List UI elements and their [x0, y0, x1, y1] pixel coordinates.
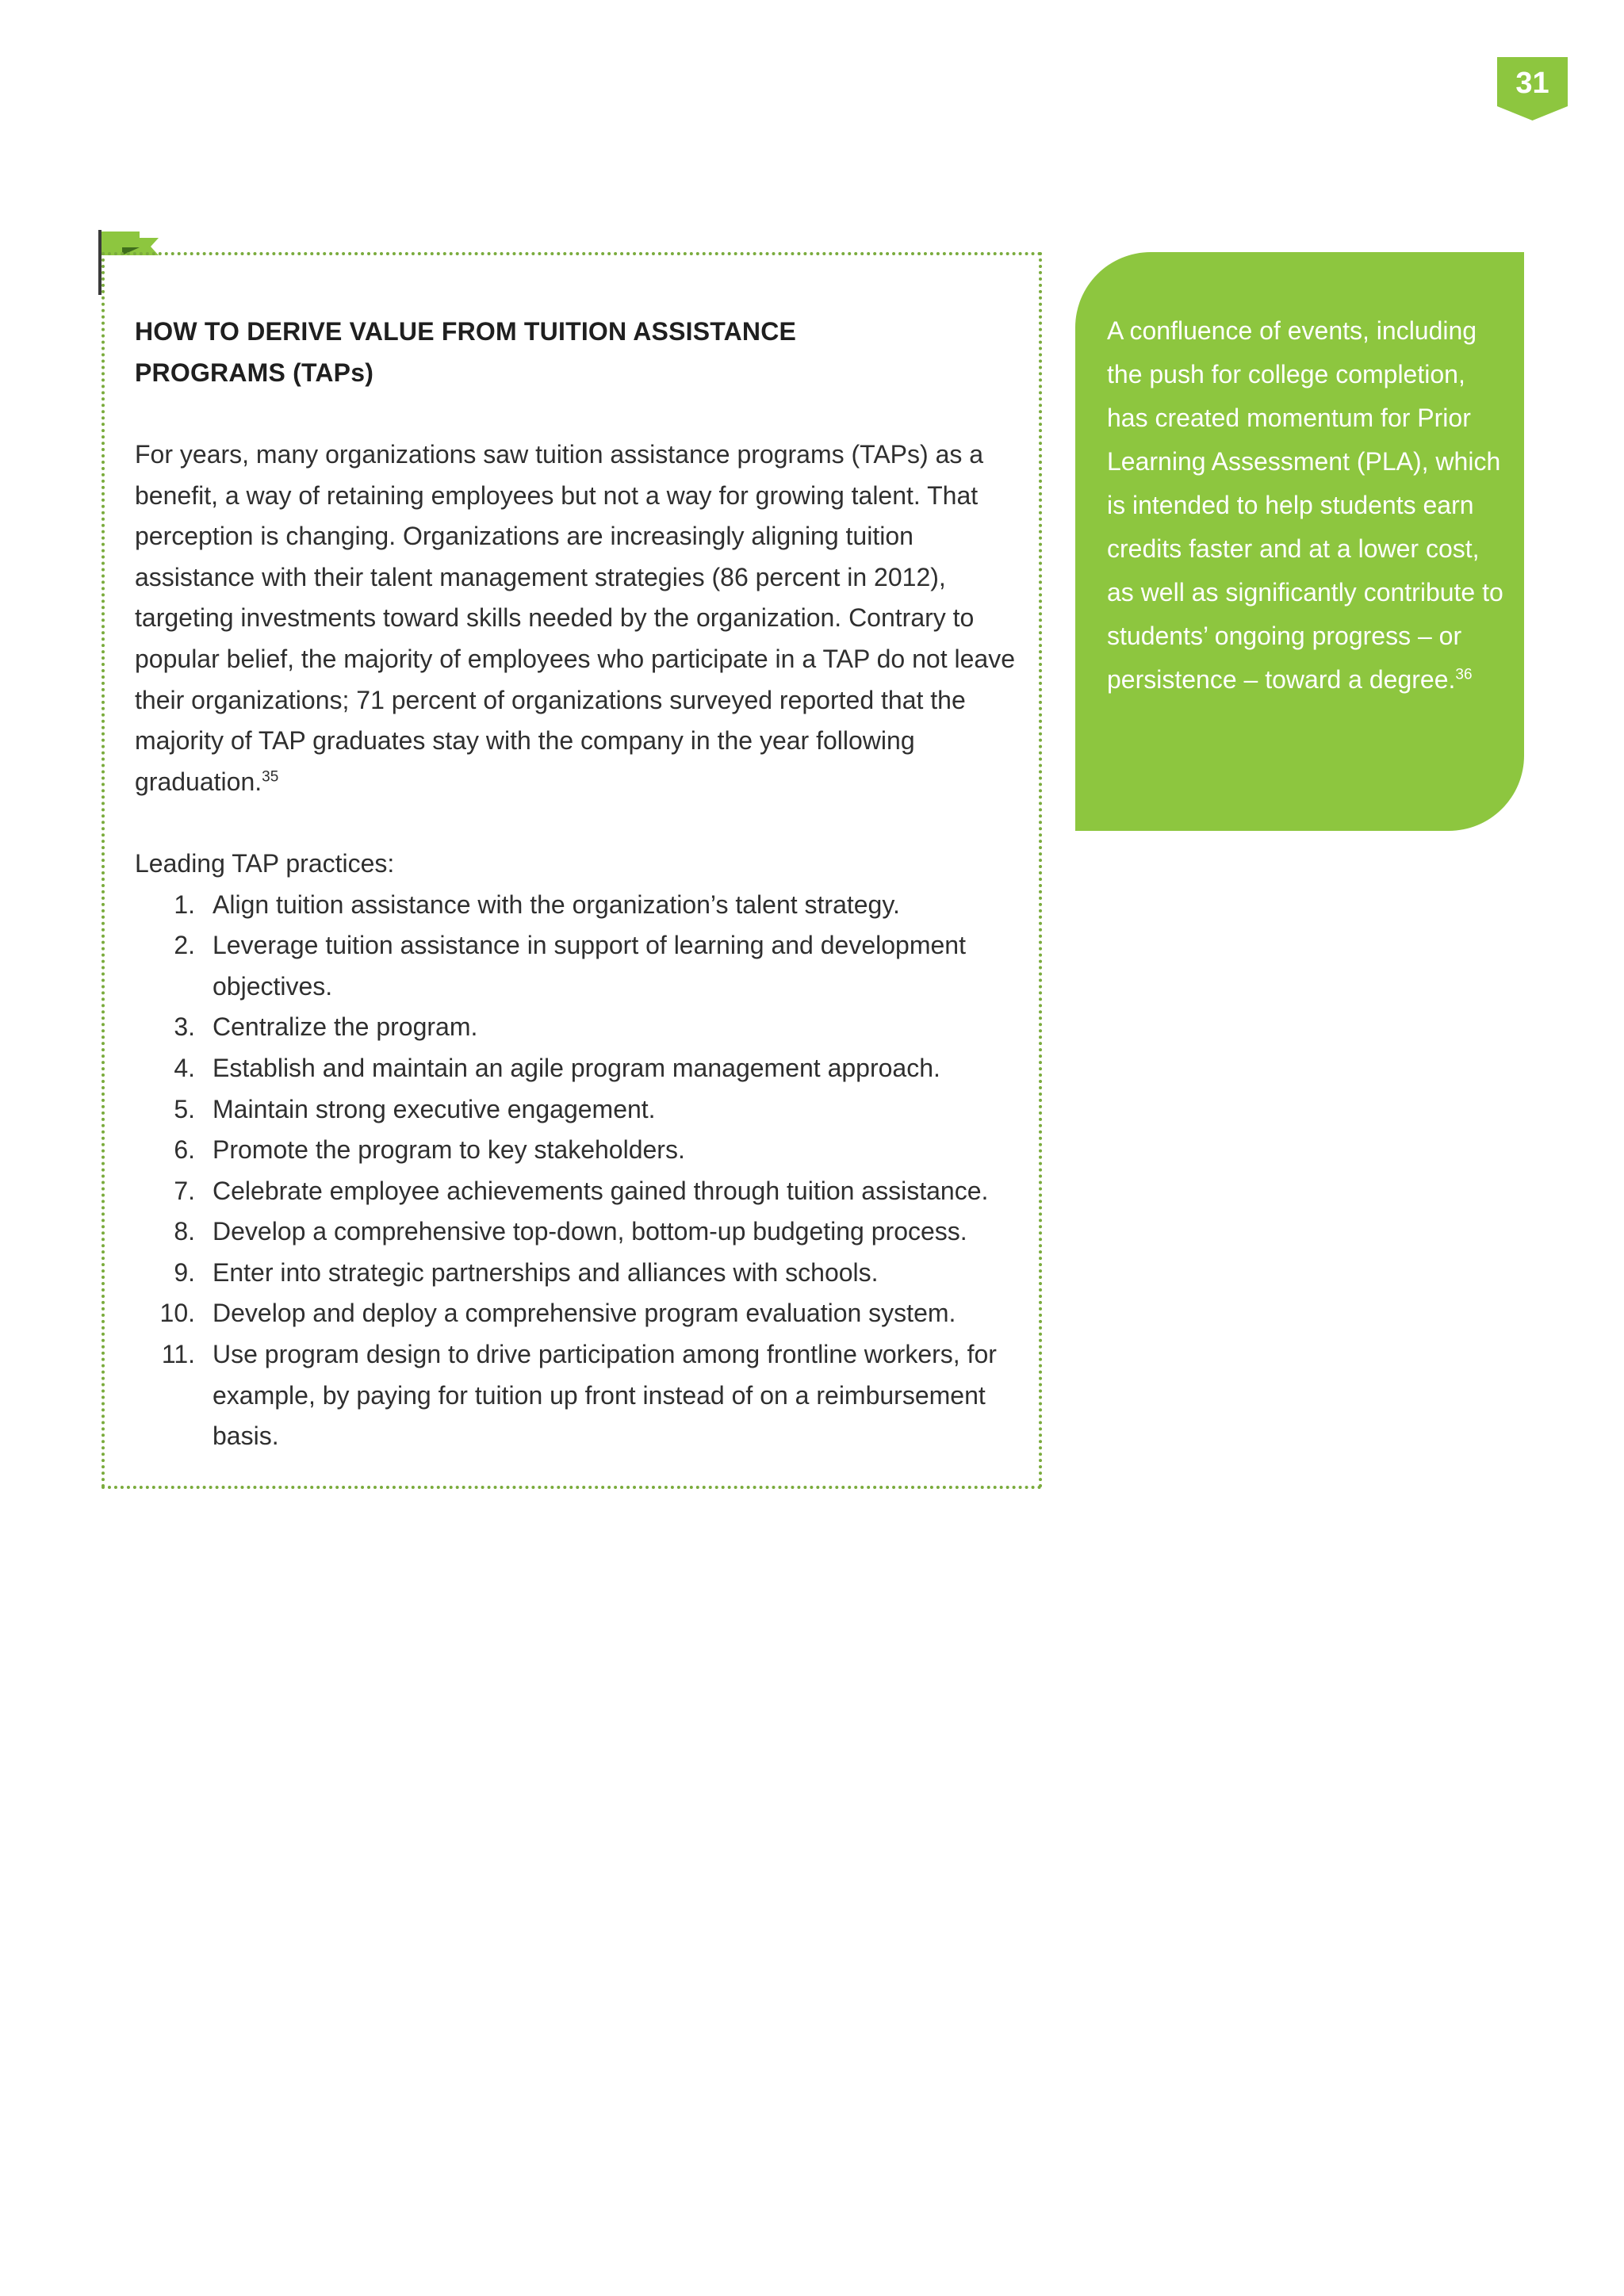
tap-info-content — [135, 311, 1039, 1457]
callout-body: A confluence of events, including the push for college completion, has created momentum for Prior Learning Assessment (PLA), which is intended to help students earn credits faster and at a lower cost, as well as significantly contribute to students’ ongoing progress – or persistence – toward a degree. — [1107, 316, 1503, 694]
list-item-text: Maintain strong executive engagement. — [213, 1094, 656, 1123]
list-item — [135, 925, 1039, 1007]
tap-info-box — [102, 252, 1042, 1489]
list-item-text: Enter into strategic partnerships and alliances with schools. — [213, 1257, 879, 1287]
list-item — [135, 1211, 1039, 1253]
list-item-text: Celebrate employee achievements gained through tuition assistance. — [213, 1176, 989, 1205]
list-item — [135, 1253, 1039, 1294]
list-item-number: 5. — [174, 1094, 195, 1123]
box-heading-line2: PROGRAMS (TAPs) — [135, 358, 374, 387]
list-item — [135, 1171, 1039, 1212]
list-item-text: Use program design to drive participation among frontline workers, for example, by paying for tuition up front instead of on a reimbursement basis. — [213, 1340, 997, 1451]
list-item — [135, 1293, 1039, 1334]
list-item — [135, 1130, 1039, 1171]
page-number-badge — [1497, 57, 1568, 121]
footnote-ref-36: 36 — [1455, 666, 1473, 683]
list-item-number: 10. — [159, 1299, 195, 1328]
list-item — [135, 885, 1039, 926]
box-heading — [135, 311, 817, 393]
pla-callout — [1075, 252, 1524, 831]
list-item — [135, 1048, 1039, 1089]
list-item — [135, 1089, 1039, 1131]
list-item-number: 2. — [174, 931, 195, 960]
callout-text — [1107, 309, 1511, 702]
list-item-number: 6. — [174, 1135, 195, 1165]
list-item-number: 8. — [174, 1217, 195, 1246]
list-item-number: 4. — [174, 1053, 195, 1082]
list-item-text: Develop and deploy a comprehensive program evaluation system. — [213, 1299, 956, 1328]
footnote-ref-35: 35 — [262, 768, 279, 786]
page-number: 31 — [1515, 67, 1549, 100]
intro-paragraph-text: For years, many organizations saw tuition assistance programs (TAPs) as a benefit, a way of retaining employees but not a way for growing talent. That perception is changing. Organizations are increasingly aligning tuition assistance with their talent management strategies (86 percent in 2012), targeting investments toward skills needed by the organization. Contrary to popular belief, the majority of employees who participate in a TAP do not leave their organizations; 71 percent of organizations surveyed reported that the majority of TAP graduates stay with the company in the year following graduation. — [135, 440, 1015, 796]
intro-paragraph — [135, 434, 1039, 802]
box-heading-line1: HOW TO DERIVE VALUE FROM TUITION ASSISTANCE — [135, 317, 797, 346]
list-item-text: Establish and maintain an agile program management approach. — [213, 1053, 940, 1082]
list-item-text: Leverage tuition assistance in support of learning and development objectives. — [213, 931, 966, 1001]
list-item — [135, 1007, 1039, 1048]
list-item-number: 9. — [174, 1257, 195, 1287]
list-item-number: 1. — [174, 890, 195, 919]
list-item-number: 7. — [174, 1176, 195, 1205]
practices-list — [135, 885, 1039, 1457]
list-item-text: Develop a comprehensive top-down, bottom-up budgeting process. — [213, 1217, 967, 1246]
practices-label: Leading TAP practices: — [135, 848, 395, 878]
list-item — [135, 1334, 1039, 1457]
list-item-text: Promote the program to key stakeholders. — [213, 1135, 685, 1165]
list-item-number: 3. — [174, 1012, 195, 1042]
list-item-text: Align tuition assistance with the organization’s talent strategy. — [213, 890, 900, 919]
list-item-number: 11. — [161, 1340, 195, 1369]
list-item-text: Centralize the program. — [213, 1012, 478, 1042]
